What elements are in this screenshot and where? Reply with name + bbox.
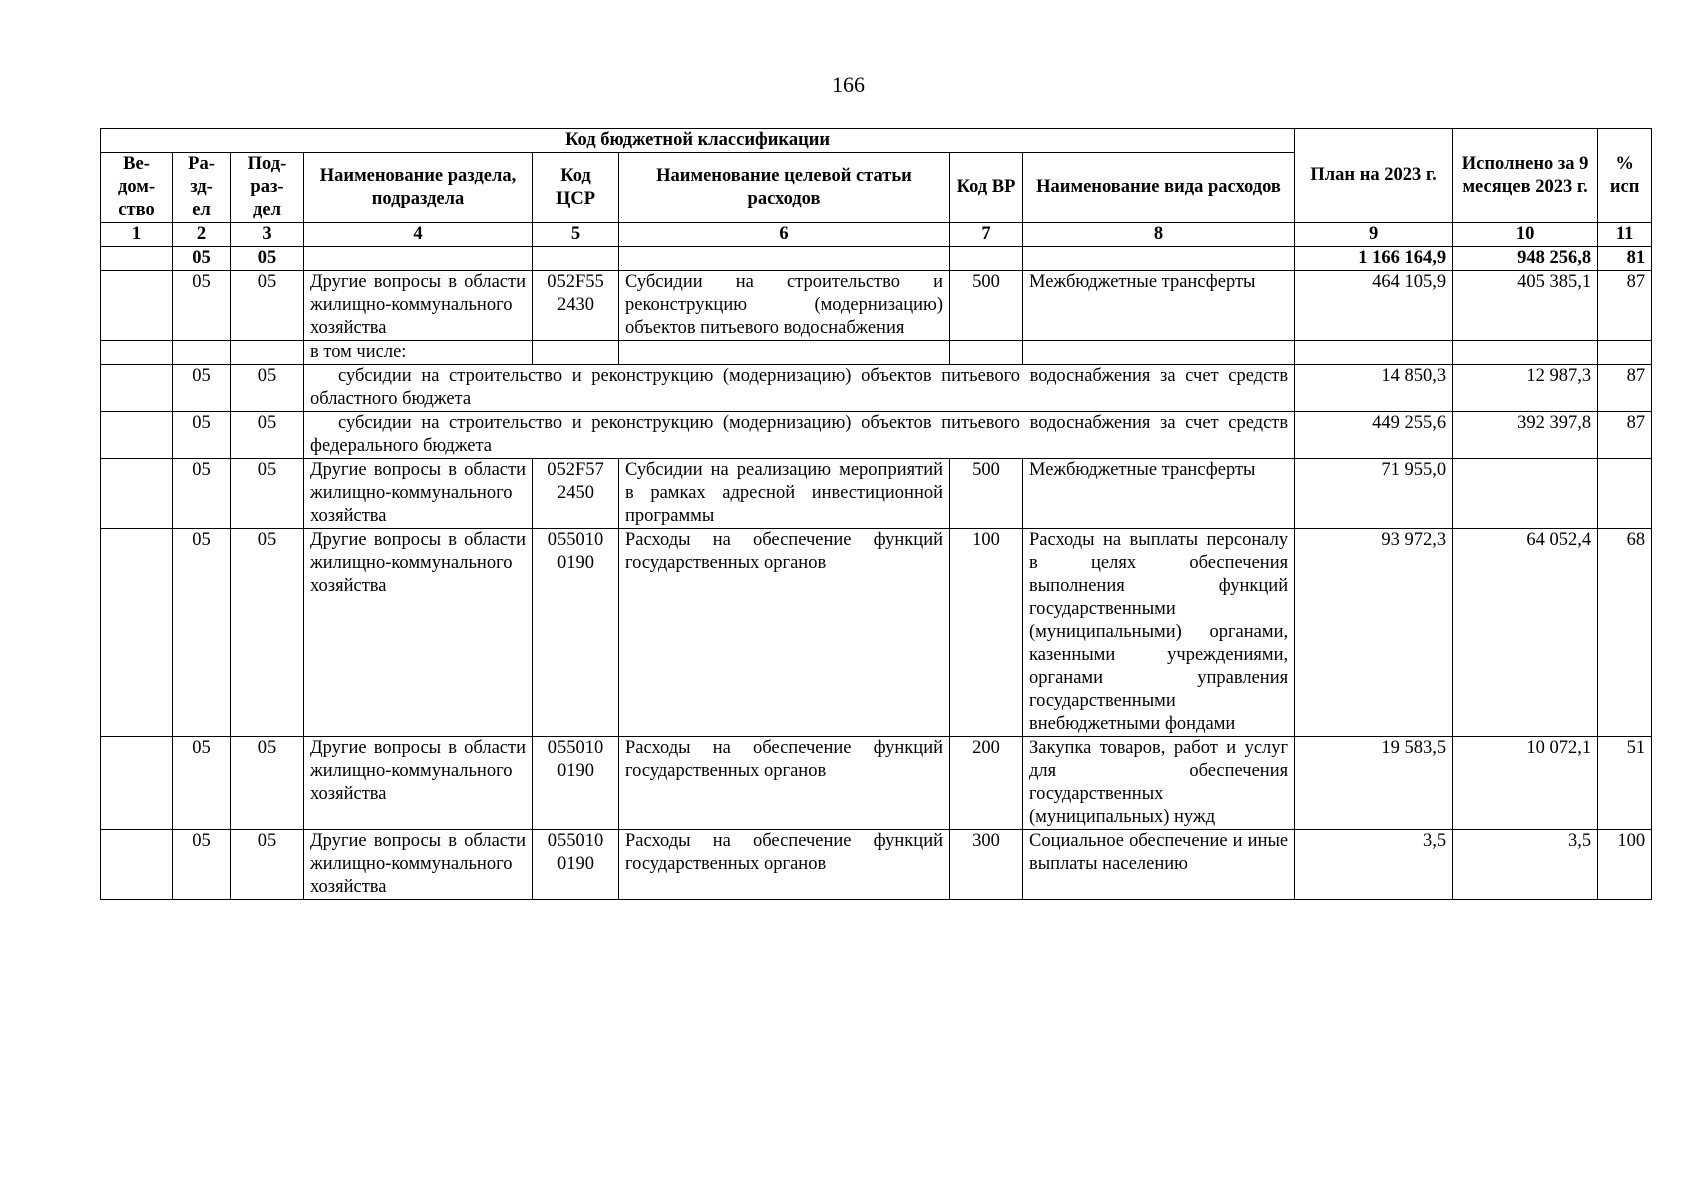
cell-plan: 19 583,5 (1295, 737, 1453, 830)
budget-table (100, 128, 1652, 900)
cell-csr: 055010 0190 (533, 830, 619, 900)
page-number: 166 (832, 72, 865, 97)
cell-empty (619, 341, 950, 365)
cell-podrazdel: 05 (231, 830, 304, 900)
cell-name-razdel: Другие вопросы в области жилищно-коммунального хозяйства (304, 830, 533, 900)
cell-vr: 100 (950, 529, 1023, 737)
cell-vedomstvo (101, 247, 173, 271)
cell-podrazdel: 05 (231, 459, 304, 529)
cell-podrazdel: 05 (231, 412, 304, 459)
cell-done: 3,5 (1453, 830, 1598, 900)
cell-vr: 300 (950, 830, 1023, 900)
cell-done: 64 052,4 (1453, 529, 1598, 737)
cell-name-vr: Социальное обеспечение и иные выплаты населению (1023, 830, 1295, 900)
table-row (101, 529, 1652, 737)
header-row-group (101, 129, 1652, 153)
cell-done: 10 072,1 (1453, 737, 1598, 830)
cell-empty (619, 247, 950, 271)
cell-plan: 71 955,0 (1295, 459, 1453, 529)
col-name-vr-header: Наименование вида расходов (1023, 153, 1295, 223)
col-vr-header: Код ВР (950, 153, 1023, 223)
cell-vr: 500 (950, 271, 1023, 341)
cell-done (1453, 459, 1598, 529)
cell-razdel: 05 (173, 737, 231, 830)
col-number: 5 (533, 223, 619, 247)
cell-vedomstvo (101, 529, 173, 737)
cell-podrazdel: 05 (231, 247, 304, 271)
cell-podrazdel: 05 (231, 365, 304, 412)
cell-razdel: 05 (173, 529, 231, 737)
cell-name-vr: Межбюджетные трансферты (1023, 271, 1295, 341)
cell-razdel: 05 (173, 412, 231, 459)
cell-vr: 200 (950, 737, 1023, 830)
col-pct-header: % исп (1598, 129, 1652, 223)
cell-done: 12 987,3 (1453, 365, 1598, 412)
cell-razdel: 05 (173, 459, 231, 529)
cell-empty (1598, 341, 1652, 365)
cell-razdel: 05 (173, 271, 231, 341)
cell-pct: 87 (1598, 365, 1652, 412)
cell-podrazdel: 05 (231, 529, 304, 737)
col-vedomstvo-header: Ве- дом- ство (101, 153, 173, 223)
cell-vr: 500 (950, 459, 1023, 529)
cell-name-vr: Закупка товаров, работ и услуг для обеспечения государственных (муниципальных) нужд (1023, 737, 1295, 830)
col-number: 10 (1453, 223, 1598, 247)
col-done-header: Исполнено за 9 месяцев 2023 г. (1453, 129, 1598, 223)
including-label: в том числе: (304, 341, 533, 365)
cell-empty (950, 341, 1023, 365)
cell-empty (533, 341, 619, 365)
cell-name-vr: Межбюджетные трансферты (1023, 459, 1295, 529)
col-plan-header: План на 2023 г. (1295, 129, 1453, 223)
cell-empty (173, 341, 231, 365)
column-numbers-row (101, 223, 1652, 247)
cell-plan: 93 972,3 (1295, 529, 1453, 737)
col-number: 1 (101, 223, 173, 247)
cell-sub-text: субсидии на строительство и реконструкцию (модернизацию) объектов питьевого водоснабжения за счет средств областного бюджета (304, 365, 1295, 412)
cell-empty (304, 247, 533, 271)
cell-empty (950, 247, 1023, 271)
total-row (101, 247, 1652, 271)
cell-csr: 055010 0190 (533, 737, 619, 830)
col-number: 4 (304, 223, 533, 247)
col-razdel-header: Ра- зд- ел (173, 153, 231, 223)
table-row (101, 459, 1652, 529)
col-podrazdel-header: Под- раз- дел (231, 153, 304, 223)
cell-sub-text: субсидии на строительство и реконструкцию (модернизацию) объектов питьевого водоснабжения за счет средств федерального бюджета (304, 412, 1295, 459)
cell-plan: 449 255,6 (1295, 412, 1453, 459)
cell-name-target: Расходы на обеспечение функций государственных органов (619, 830, 950, 900)
cell-razdel: 05 (173, 247, 231, 271)
col-number: 2 (173, 223, 231, 247)
cell-csr: 052F57 2450 (533, 459, 619, 529)
col-number: 6 (619, 223, 950, 247)
cell-empty (1453, 341, 1598, 365)
sub-row (101, 412, 1652, 459)
table-row (101, 271, 1652, 341)
group-title: Код бюджетной классификации (101, 129, 1295, 153)
cell-vedomstvo (101, 459, 173, 529)
cell-name-vr: Расходы на выплаты персоналу в целях обеспечения выполнения функций государственными (муниципальными) органами, казенными учреждениями, органами управления государственными внебюджетными фондами (1023, 529, 1295, 737)
cell-name-razdel: Другие вопросы в области жилищно-коммунального хозяйства (304, 271, 533, 341)
cell-empty (101, 341, 173, 365)
cell-plan: 1 166 164,9 (1295, 247, 1453, 271)
cell-pct: 68 (1598, 529, 1652, 737)
cell-name-target: Субсидии на реализацию мероприятий в рамках адресной инвестиционной программы (619, 459, 950, 529)
cell-name-razdel: Другие вопросы в области жилищно-коммунального хозяйства (304, 529, 533, 737)
cell-name-razdel: Другие вопросы в области жилищно-коммунального хозяйства (304, 737, 533, 830)
cell-empty (231, 341, 304, 365)
col-number: 11 (1598, 223, 1652, 247)
col-number: 3 (231, 223, 304, 247)
cell-vedomstvo (101, 737, 173, 830)
cell-podrazdel: 05 (231, 737, 304, 830)
cell-vedomstvo (101, 830, 173, 900)
cell-pct: 87 (1598, 412, 1652, 459)
cell-name-razdel: Другие вопросы в области жилищно-коммунального хозяйства (304, 459, 533, 529)
cell-vedomstvo (101, 271, 173, 341)
including-row (101, 341, 1652, 365)
cell-pct: 87 (1598, 271, 1652, 341)
col-number: 9 (1295, 223, 1453, 247)
cell-csr: 052F55 2430 (533, 271, 619, 341)
col-number: 8 (1023, 223, 1295, 247)
table-row (101, 830, 1652, 900)
cell-empty (533, 247, 619, 271)
cell-csr: 055010 0190 (533, 529, 619, 737)
col-name-razdel-header: Наименование раздела, подраздела (304, 153, 533, 223)
cell-done: 948 256,8 (1453, 247, 1598, 271)
cell-empty (1023, 247, 1295, 271)
cell-empty (1295, 341, 1453, 365)
col-csr-header: Код ЦСР (533, 153, 619, 223)
col-number: 7 (950, 223, 1023, 247)
cell-vedomstvo (101, 412, 173, 459)
cell-pct: 51 (1598, 737, 1652, 830)
cell-plan: 464 105,9 (1295, 271, 1453, 341)
table-row (101, 737, 1652, 830)
cell-pct: 100 (1598, 830, 1652, 900)
sub-row (101, 365, 1652, 412)
cell-name-target: Расходы на обеспечение функций государственных органов (619, 529, 950, 737)
cell-razdel: 05 (173, 365, 231, 412)
cell-plan: 3,5 (1295, 830, 1453, 900)
cell-pct: 81 (1598, 247, 1652, 271)
cell-podrazdel: 05 (231, 271, 304, 341)
cell-razdel: 05 (173, 830, 231, 900)
cell-vedomstvo (101, 365, 173, 412)
cell-plan: 14 850,3 (1295, 365, 1453, 412)
cell-pct (1598, 459, 1652, 529)
col-name-target-header: Наименование целевой статьи расходов (619, 153, 950, 223)
cell-name-target: Субсидии на строительство и реконструкцию (модернизацию) объектов питьевого водоснабжения (619, 271, 950, 341)
cell-done: 405 385,1 (1453, 271, 1598, 341)
cell-empty (1023, 341, 1295, 365)
cell-name-target: Расходы на обеспечение функций государственных органов (619, 737, 950, 830)
cell-done: 392 397,8 (1453, 412, 1598, 459)
